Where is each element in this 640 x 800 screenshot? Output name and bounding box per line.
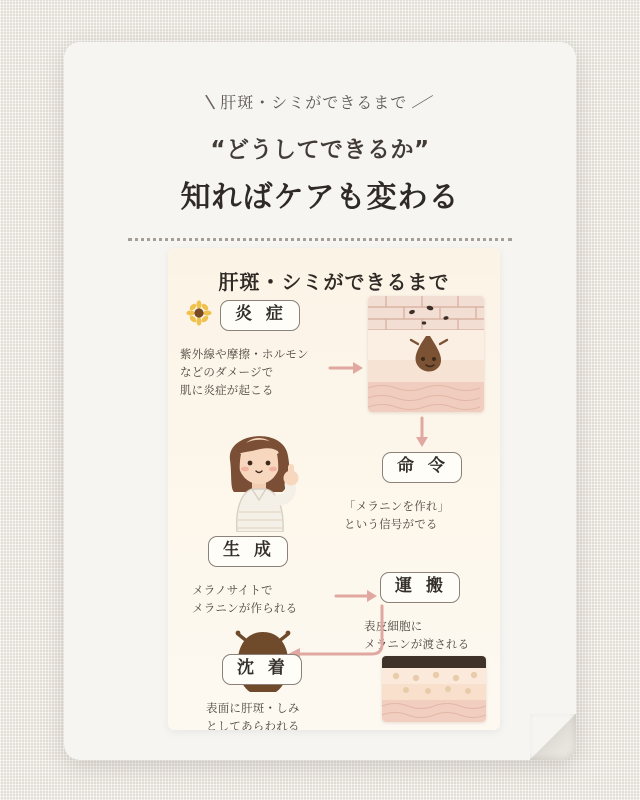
step-command-label-wrap xyxy=(382,452,462,483)
skin-cross-section-top xyxy=(368,296,484,412)
subtitle: “どうしてできるか” xyxy=(210,137,430,163)
step-deposit-label: 沈 着 xyxy=(222,654,302,685)
step-transport-caption: 表皮細胞に メラニンが渡される xyxy=(364,619,470,651)
step-transport-label: 運 搬 xyxy=(380,572,460,603)
step-inflammation-caption: 紫外線や摩擦・ホルモン などのダメージで 肌に炎症が起こる xyxy=(180,347,309,397)
skin-cross-section-bottom xyxy=(382,656,486,722)
step-inflammation-label: 炎 症 xyxy=(220,300,300,331)
step-deposit-label-wrap xyxy=(222,654,302,685)
slash-left-icon: \ xyxy=(204,89,217,114)
sunflower-icon xyxy=(186,300,212,326)
step-generation-label-wrap xyxy=(208,536,288,567)
page-title: 知ればケアも変わる xyxy=(180,180,460,215)
eyebrow-text: 肝斑・シミができるまで xyxy=(220,93,408,112)
content-card xyxy=(64,42,576,760)
divider xyxy=(128,238,512,241)
step-generation-label: 生 成 xyxy=(208,536,288,567)
arrow-right-1-icon xyxy=(328,360,366,376)
step-command-caption: 「メラニンを作れ」 という信号がでる xyxy=(344,499,450,531)
header xyxy=(64,42,576,241)
step-transport-label-wrap xyxy=(380,572,460,603)
step-inflammation-label-wrap xyxy=(220,300,300,331)
step-deposit-caption: 表面に肝斑・しみ としてあらわれる xyxy=(206,701,300,730)
eyebrow xyxy=(104,88,536,115)
woman-illustration xyxy=(204,416,314,532)
panel-title: 肝斑・シミができるまで xyxy=(218,270,450,294)
page-corner-fold xyxy=(530,714,576,760)
step-command-label: 命 令 xyxy=(382,452,462,483)
diagram-panel xyxy=(168,248,500,730)
arrow-down-1-icon xyxy=(414,416,430,450)
step-generation-caption: メラノサイトで メラニンが作られる xyxy=(192,583,298,615)
slash-right-icon: ／ xyxy=(410,89,436,117)
